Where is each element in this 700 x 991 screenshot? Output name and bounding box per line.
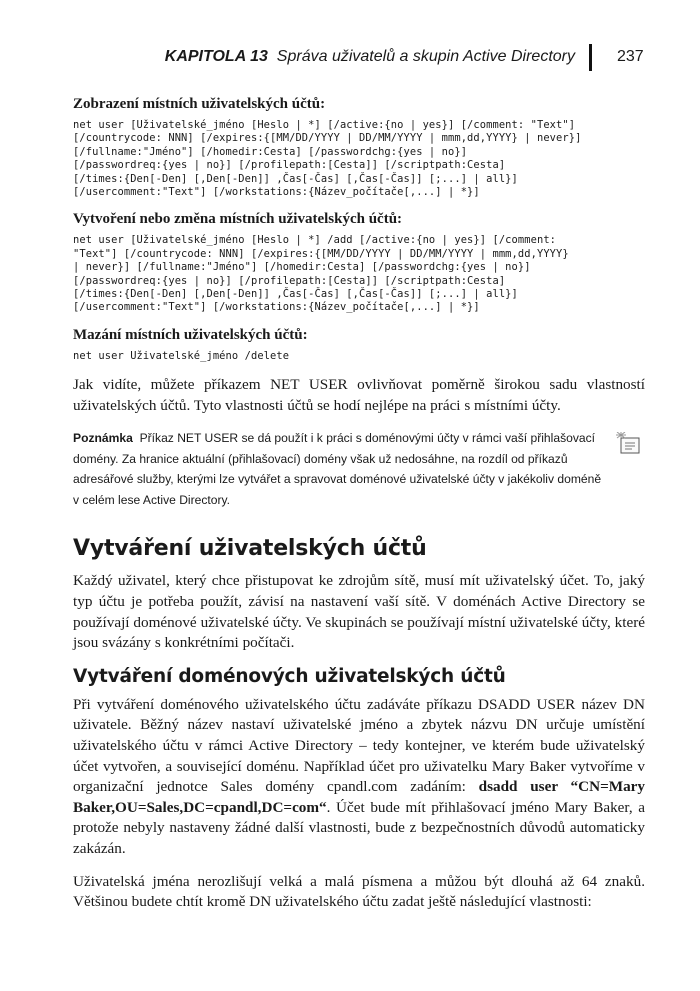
running-header [0,44,700,70]
heading-create-accounts: Vytvoření nebo změna místních uživatelských účtů: [73,211,403,228]
paragraph-dsadd [73,695,645,860]
heading-delete-accounts: Mazání místních uživatelských účtů: [73,326,308,343]
intro-paragraph: Jak vidíte, můžete příkazem NET USER ovlivňovat poměrně širokou sadu vlastností uživatelských účtů. Tyto vlastnosti účtů se hodí nejlépe na práci s místními účty. [73,376,645,414]
heading-creating-user-accounts: Vytváření uživatelských účtů [73,536,427,562]
code-create-accounts: net user [Uživatelské_jméno [Heslo | *] /add [/active:{no | yes}] [/comment: "Text"] [/countrycode: NNN] [/expires:{[MM/DD/YYYY | DD/MM/YYYY | mmm,dd,YYYY} | never}] [/fullname:"Jméno"] [/homedir:Cesta] [/passwordchg:{yes | no}] [/passwordreq:{yes | no}] [/profilepath:[Cesta]] [/scriptpath:Cesta] [/times:{Den[-Den] [,Den[-Den]] ,Čas[-Čas] [,Čas[-Čas]] [;...] | all}] [/usercomment:"Text"] [/workstations:{Název_počítače[,...] | *}] [73,234,569,314]
paragraph-dsadd-intro: Při vytváření doménového uživatelského účtu zadáváte příkazu DSADD USER název DN uživatele. Běžný název nastaví uživatelské jméno a zbytek názvu DN určuje umístění uživatelského účtu v rámci Active Directory – tedy kontejner, ve kterém bude uživatelský účet vytvořen, a související doménu. Například účet pro uživatelku Mary Baker vytvoříme v organizační jednotce Sales domény cpandl.com zadáním: [73,695,645,796]
note-label: Poznámka [73,431,133,446]
heading-display-accounts: Zobrazení místních uživatelských účtů: [73,96,326,112]
heading-creating-domain-accounts: Vytváření doménových uživatelských účtů [73,665,506,687]
header-divider [589,44,592,71]
dsadd-command: dsadd user “CN=Mary Baker,OU=Sales,DC=cpandl,DC=com“ [73,778,646,816]
paragraph-dsadd-outro: . Účet bude mít přihlašovací jméno Mary Baker, a protože nebyly nastaveny žádné další vlastnosti, bude z bezpečnostních důvodů automaticky zakázán. [73,798,645,857]
note-icon [615,432,641,456]
page-body [73,96,645,925]
chapter-label: KAPITOLA 13 [164,48,268,65]
code-delete-accounts: net user Uživatelské_jméno /delete [73,349,290,362]
page-number: 237 [617,48,644,65]
chapter-title [165,48,575,66]
chapter-name: Správa uživatelů a skupin Active Directory [276,48,575,65]
note-box [73,428,605,510]
note-text: Příkaz NET USER se dá použít i k práci s doménovými účty v rámci vaší přihlašovací domény. Za hranice aktuální (přihlašovací) domény však už nedosáhne, na rozdíl od příkazů adresářové služby, kterými lze vytvářet a spravovat doménové uživatelské účty v jakékoliv doméně v celém lese Active Directory. [73,431,602,507]
paragraph-every-user: Každý uživatel, který chce přistupovat ke zdrojům sítě, musí mít uživatelský účet. To, jaký typ účtu je potřeba použít, závisí na nastavení vaší sítě. V doménách Active Directory se používají doménové uživatelské účty. Ve skupinách se používají místní uživatelské účty, které jsou svázány s konkrétními počítači. [73,572,645,652]
code-display-accounts: net user [Uživatelské_jméno [Heslo | *] [/active:{no | yes}] [/comment: "Text"] [/countrycode: NNN] [/expires:{[MM/DD/YYYY | DD/MM/YYYY | mmm,dd,YYYY} | never}] [/fullname:"Jméno"] [/homedir:Cesta] [/passwordchg:{yes | no}] [/passwordreq:{yes | no}] [/profilepath:[Cesta]] [/scriptpath:Cesta] [/times:{Den[-Den] [,Den[-Den]] ,Čas[-Čas] [,Čas[-Čas]] [;...] | all}] [/usercomment:"Text"] [/workstations:{Název_počítače[,...] | *}] [73,119,582,199]
paragraph-usernames: Uživatelská jména nerozlišují velká a malá písmena a můžou být dlouhá až 64 znaků. Většinou budete chtít kromě DN uživatelského účtu zadat ještě následující vlastnosti: [73,872,645,911]
